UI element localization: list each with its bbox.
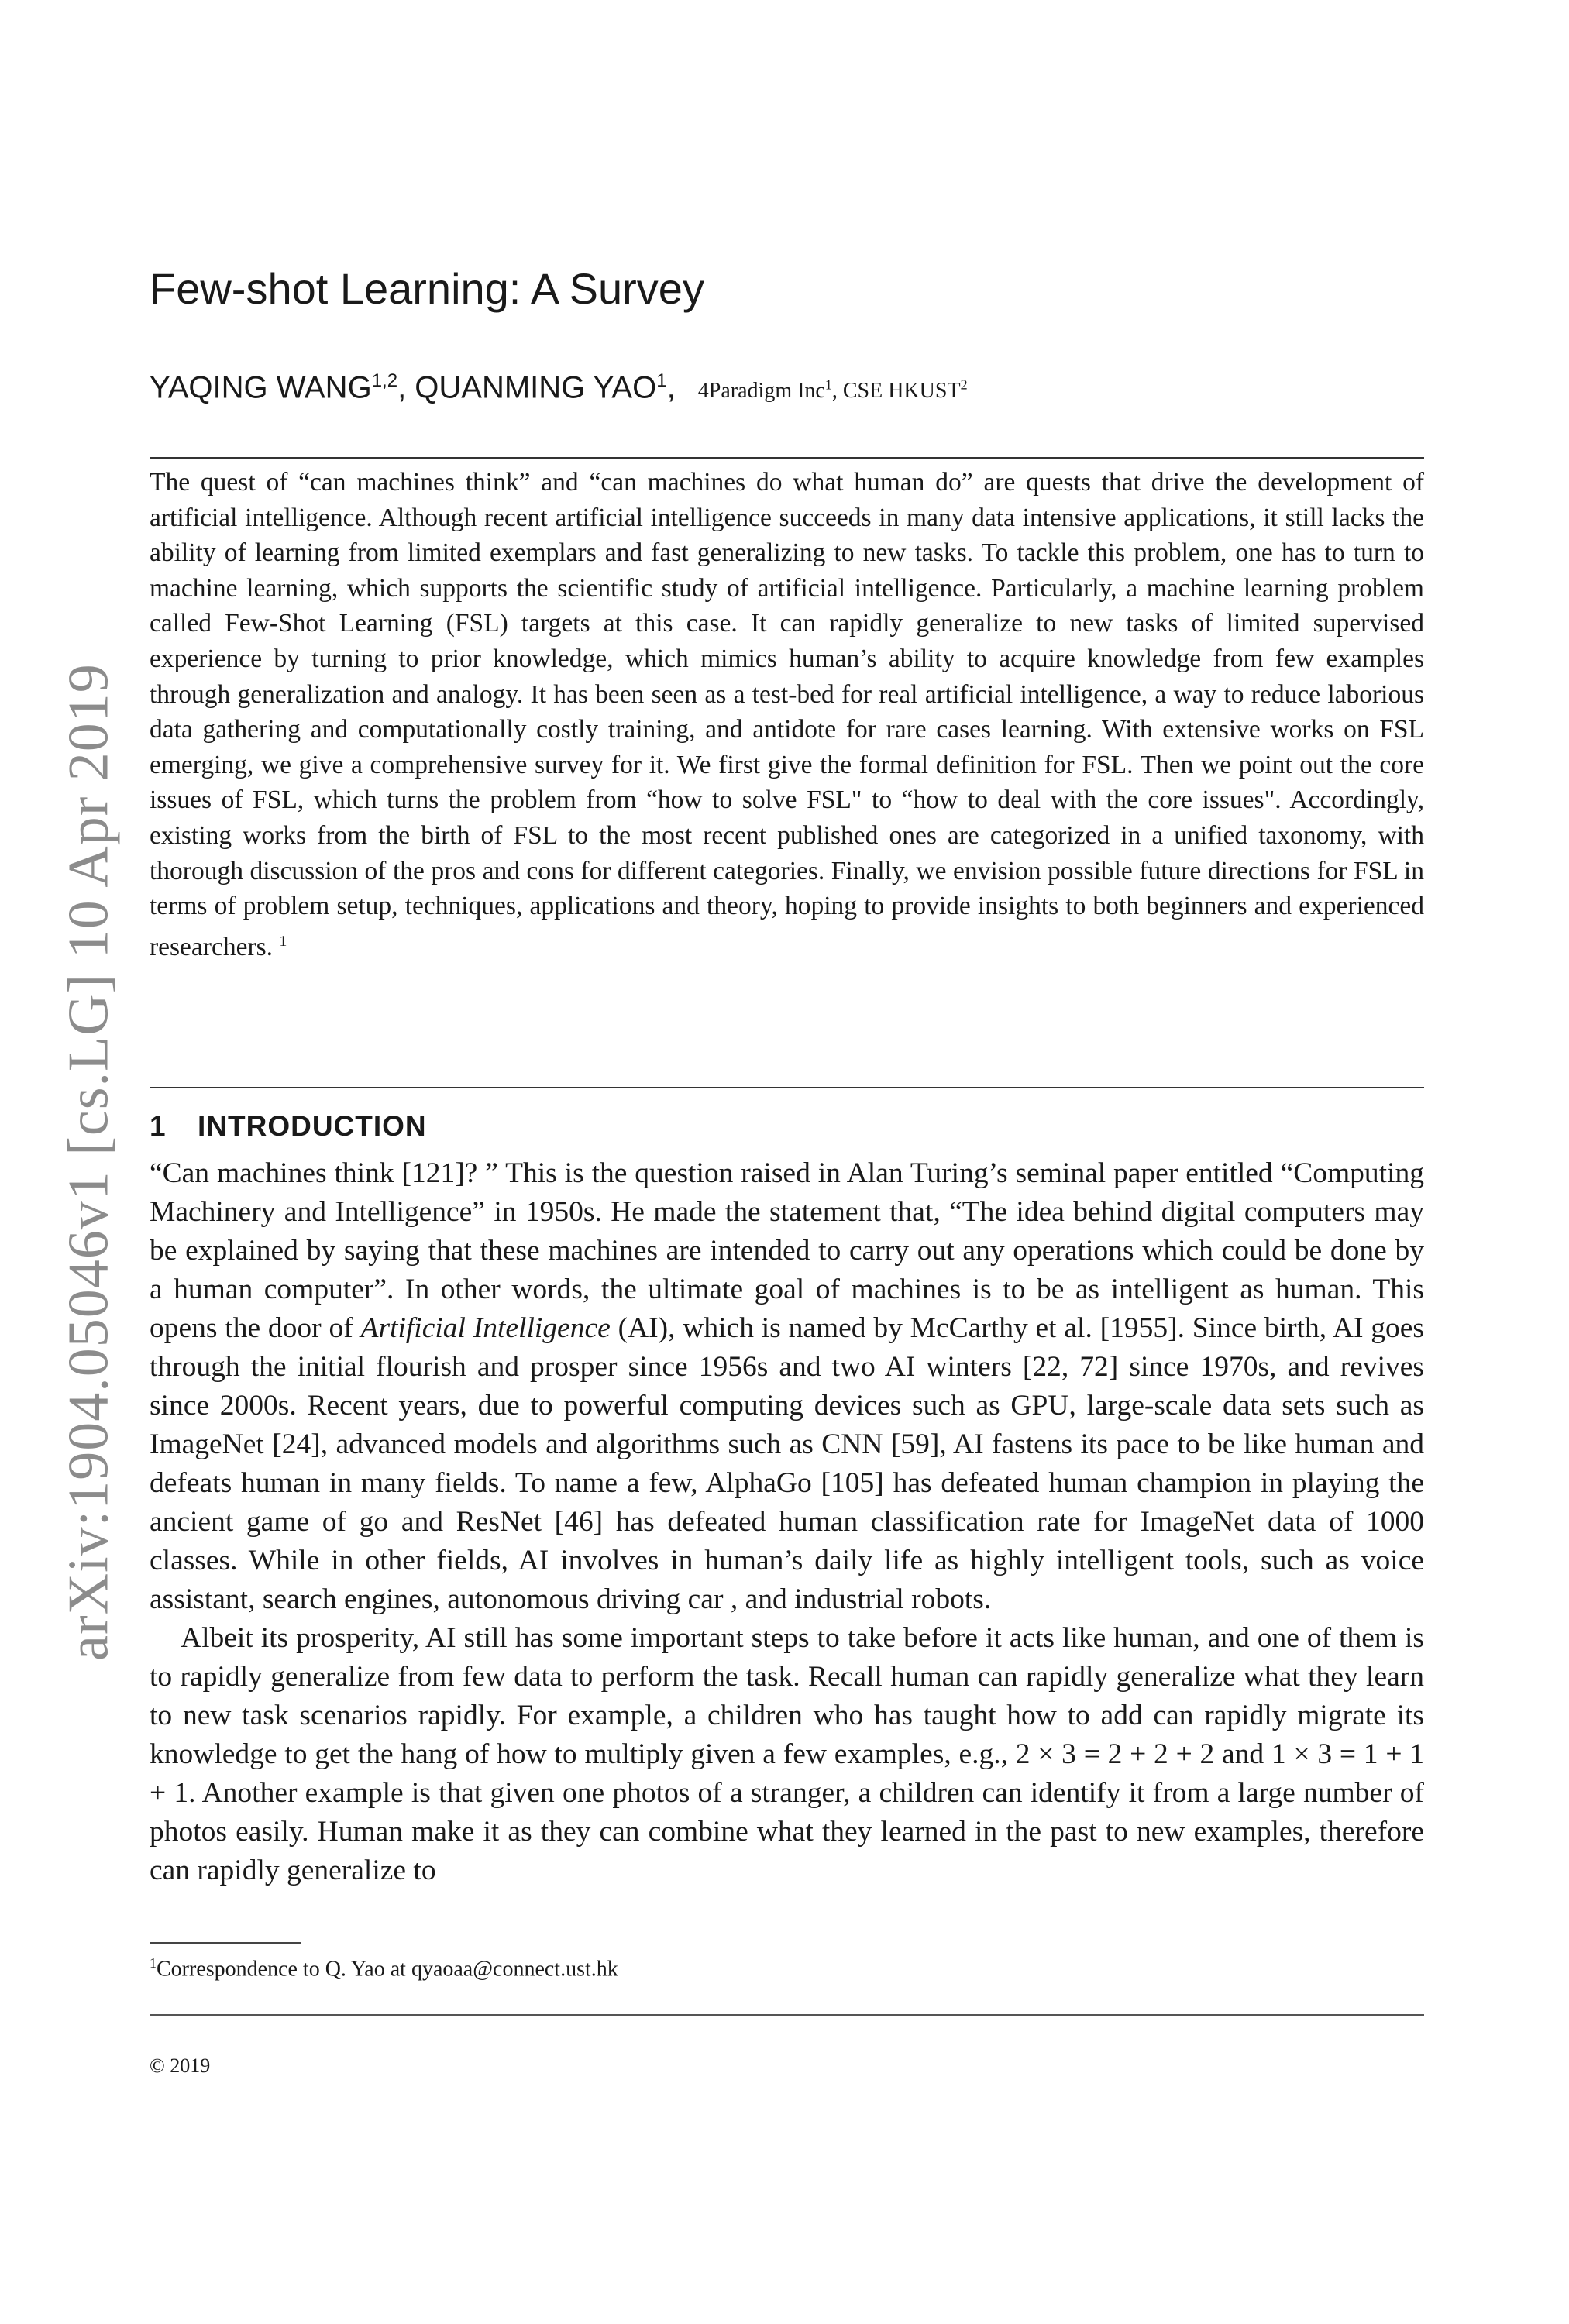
footnote-text: Correspondence to Q. Yao at qyaoaa@connect.ust.hk [157,1957,618,1982]
abstract-bottom-rule [150,1087,1424,1088]
footnote-rule [150,1942,301,1944]
footnote [150,1955,618,1982]
copyright: © 2019 [150,2054,211,2077]
emphasis-term: Artificial Intelligence [360,1312,611,1344]
abstract-footnote-mark: 1 [279,932,287,950]
author-affiliation-mark: 1 [656,370,667,391]
footer-rule [150,2014,1424,2016]
affiliation: 4Paradigm Inc [697,379,825,404]
affiliation: CSE HKUST [842,379,961,404]
paragraph-text: “Can machines think [121]? ” This is the question raised in Alan Turing’s seminal paper entitled “Computing Machinery and Intelligence” in 1950s. He made the statement that, “The idea behind digital computers may be explained by saying that these machines are intended to carry out any operations which could be done by a human computer”. In other words, the ultimate goal of machines is to be as intelligent as human. This opens the door of [150,1157,1424,1344]
author-name: QUANMING YAO [415,370,657,405]
section-title: INTRODUCTION [198,1110,427,1142]
section-heading [150,1110,427,1143]
abstract-top-rule [150,457,1424,459]
paragraph-text: (AI), which is named by McCarthy et al. [1955]. Since birth, AI goes through the initial flourish and prosper since 1956s and two AI winters [22, 72] since 1970s, and revives since 2000s. Recent years, due to powerful computing devices such as GPU, large-scale data sets such as ImageNet [24], advanced models and algorithms such as CNN [59], AI fastens its pace to be like human and defeats human in many fields. To name a few, AlphaGo [105] has defeated human champion in playing the ancient game of go and ResNet [46] has defeated human classification rate for ImageNet data of 1000 classes. While in other fields, AI involves in human’s daily life as highly intelligent tools, such as voice assistant, search engines, autonomous driving car , and industrial robots. [150,1312,1424,1615]
body-text [150,1154,1424,1890]
abstract [150,465,1424,964]
affiliation-mark: 2 [960,377,968,393]
affiliations: 4Paradigm Inc$^1$, CSE HKUST$^2$ [697,377,968,404]
section-number: 1 [150,1110,167,1142]
author-line: YAQING WANG$^{1,2}$, QUANMING YAO$^1$, 4Paradigm Inc$^1$, CSE HKUST$^2$ [150,370,968,405]
abstract-text: The quest of “can machines think” and “can machines do what human do” are quests that drive the development of artificial intelligence. Although recent artificial intelligence succeeds in many data intensive applications, it still lacks the ability of learning from limited exemplars and fast generalizing to new tasks. To tackle this problem, one has to turn to machine learning, which supports the scientific study of artificial intelligence. Particularly, a machine learning problem called Few-Shot Learning (FSL) targets at this case. It can rapidly generalize to new tasks of limited supervised experience by turning to prior knowledge, which mimics human’s ability to acquire knowledge from few examples through generalization and analogy. It has been seen as a test-bed for real artificial intelligence, a way to reduce laborious data gathering and computationally costly training, and antidote for rare cases learning. With extensive works on FSL emerging, we give a comprehensive survey for it. We first give the formal definition for FSL. Then we point out the core issues of FSL, which turns the problem from “how to solve FSL" to “how to deal with the core issues". Accordingly, existing works from the birth of FSL to the most recent published ones are categorized in a unified taxonomy, with thorough discussion of the pros and cons for different categories. Finally, we envision possible future directions for FSL in terms of problem setup, techniques, applications and theory, hoping to provide insights to both beginners and experienced researchers. [150,468,1424,961]
author-affiliation-mark: 1,2 [371,370,398,391]
paper-title: Few-shot Learning: A Survey [150,264,704,313]
paragraph: Albeit its prosperity, AI still has some important steps to take before it acts like human, and one of them is to rapidly generalize from few data to perform the task. Recall human can rapidly generalize what they learn to new task scenarios rapidly. For example, a children who has taught how to add can rapidly migrate its knowledge to get the hang of how to multiply given a few examples, e.g., 2 × 3 = 2 + 2 + 2 and 1 × 3 = 1 + 1 + 1. Another example is that given one photos of a stranger, a children can identify it from a large number of photos easily. Human make it as they can combine what they learned in the past to new examples, therefore can rapidly generalize to [150,1622,1424,1886]
arxiv-side-stamp: arXiv:1904.05046v1 [cs.LG] 10 Apr 2019 [57,663,121,1661]
paragraph [150,1154,1424,1619]
footnote-mark: 1 [150,1955,157,1971]
affiliation-mark: 1 [824,377,832,393]
author-name: YAQING WANG [150,370,372,405]
